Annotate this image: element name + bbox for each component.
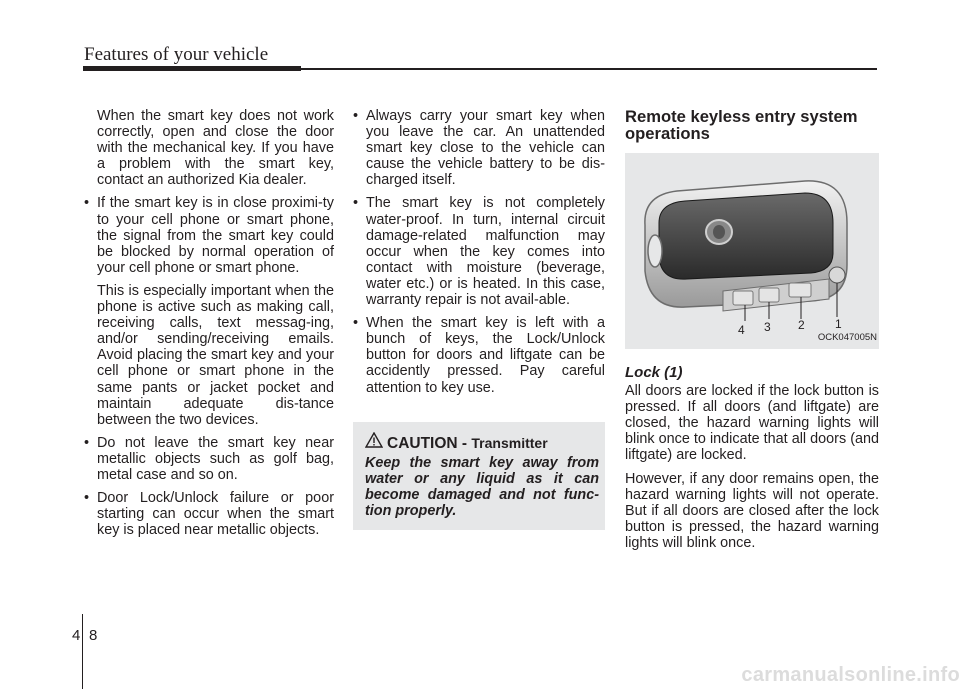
- column-2: [353, 108, 605, 396]
- caution-label: CAUTION -: [387, 435, 468, 452]
- caution-text: Keep the smart key away from water or any liquid as it can become damaged and not func-tion properly.: [365, 455, 599, 520]
- caution-heading: [387, 435, 548, 453]
- running-header: Features of your vehicle: [84, 44, 269, 65]
- bullet-waterproof: • The smart key is not completely water-proof. In turn, internal circuit damage-related malfunction may occur when the key comes into contact with moisture (beverage, water etc.) or is heated. In this case, warranty repair is not avail-able.: [353, 195, 605, 308]
- lock-paragraph-2: However, if any door remains open, the hazard warning lights will not operate. But if all doors are closed after the lock button is pressed, the hazard warning lights will blink once.: [625, 470, 879, 551]
- subsection-title: Lock (1): [625, 364, 683, 381]
- page-section-number: 4: [72, 627, 81, 644]
- bullet-carry-key: • Always carry your smart key when you leave the car. An unattended smart key close to the vehicle can cause the vehicle battery to be dis-charged itself.: [353, 108, 605, 188]
- bullet-lock-failure: • Door Lock/Unlock failure or poor starting can occur when the smart key is placed near metallic objects.: [84, 490, 334, 538]
- bullet-bunch-of-keys: • When the smart key is left with a bunch of keys, the Lock/Unlock button for doors and liftgate can be accidently pressed. Pay careful attention to key use.: [353, 315, 605, 395]
- page-number-rule: [82, 614, 83, 689]
- watermark: carmanualsonline.info: [741, 664, 960, 686]
- header-rule-thin: [301, 68, 877, 70]
- callout-1: 1: [835, 317, 842, 331]
- caution-box: [353, 422, 605, 530]
- column-1: [84, 108, 334, 538]
- column-3: [625, 108, 879, 551]
- section-title: Remote keyless entry system operations: [625, 107, 858, 143]
- callout-2: 2: [798, 318, 805, 332]
- page-number: 8: [89, 627, 98, 644]
- figure-code: OCK047005N: [817, 331, 877, 343]
- callout-3: 3: [764, 320, 771, 334]
- caution-sublabel: Transmitter: [471, 435, 548, 451]
- bullet-cell-phone: • If the smart key is in close proximi-ty to your cell phone or smart phone, the signal from the smart key could be blocked by normal operation of your cell phone or smart phone.: [84, 195, 334, 275]
- header-rule-thick: [83, 66, 301, 71]
- smart-key-illustration: [625, 153, 879, 349]
- bullet-metallic-objects: • Do not leave the smart key near metallic objects such as golf bag, metal case and so on.: [84, 435, 334, 483]
- lock-paragraph-1: All doors are locked if the lock button is pressed. If all doors (and liftgate) are closed, the hazard warning lights will blink once to indicate that all doors (and liftgate) are locked.: [625, 383, 879, 464]
- smart-key-figure: [625, 153, 879, 349]
- callout-4: 4: [738, 323, 745, 337]
- cell-phone-note: This is especially important when the phone is active such as making call, receiving calls, text messag-ing, and/or sending/receiving emails. Avoid placing the smart key and your cell phone or smart phone in the same pants or jacket pocket and maintain adequate dis-tance between the two devices.: [97, 282, 334, 428]
- intro-paragraph: When the smart key does not work correctly, open and close the door with the mechanical key. If you have a problem with the smart key, contact an authorized Kia dealer.: [97, 108, 334, 189]
- warning-triangle-icon: [365, 432, 383, 448]
